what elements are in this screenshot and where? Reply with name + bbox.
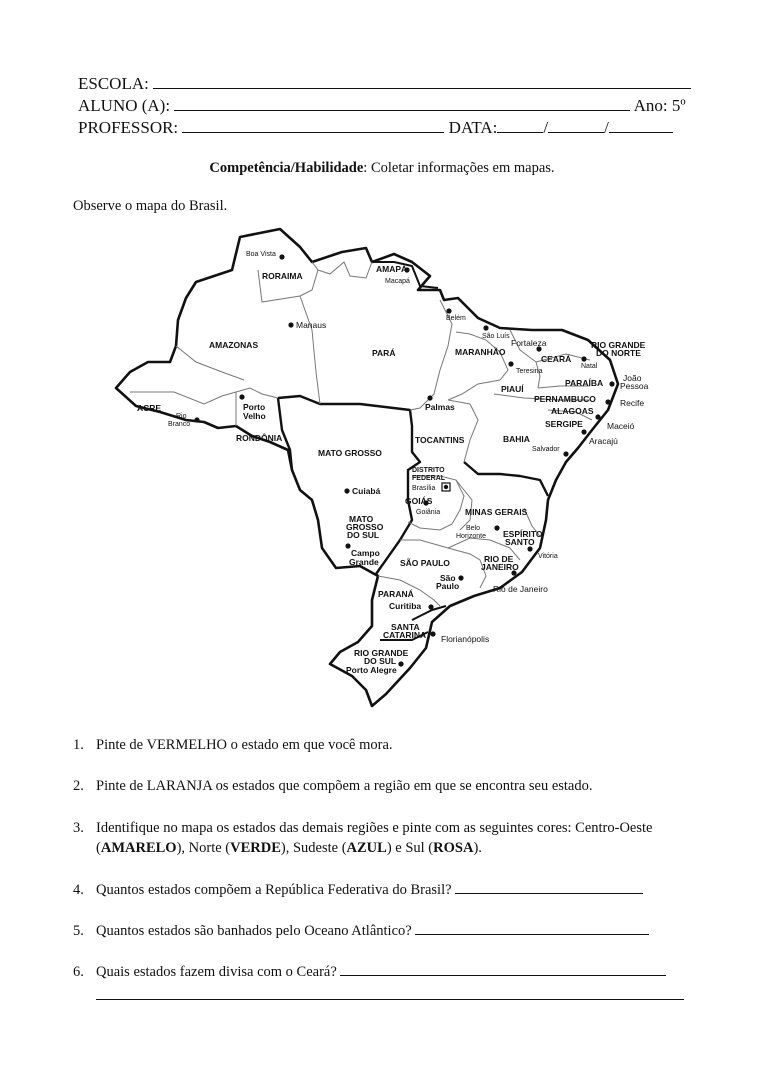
state-df-line2: FEDERAL: [412, 475, 446, 482]
q3-color-verde: VERDE: [230, 840, 281, 856]
q3-color-azul: AZUL: [346, 840, 387, 856]
cap-palmas: Palmas: [425, 402, 455, 412]
cap-rio-branco-line1: Rio: [176, 413, 187, 420]
cap-cg-line2: Grande: [349, 557, 379, 567]
state-ms-line3: DO SUL: [347, 530, 380, 540]
dot-boa-vista: [279, 254, 284, 259]
question-6-number: 6.: [73, 964, 84, 980]
state-mato-grosso: MATO GROSSO: [318, 448, 382, 458]
state-rondonia: RONDÔNIA: [236, 433, 283, 443]
state-sc-line1: SANTA: [391, 622, 420, 632]
state-ms-line1: MATO: [349, 514, 374, 524]
state-rgn-line1: RIO GRANDE: [591, 340, 646, 350]
state-pernambuco: PERNAMBUCO: [534, 394, 596, 404]
dot-belem: [446, 308, 451, 313]
cap-florianopolis: Florianópolis: [441, 634, 490, 644]
question-5-body: [96, 921, 693, 941]
school-label: ESCOLA:: [78, 74, 149, 93]
dot-sao-paulo: [458, 575, 463, 580]
cap-recife: Recife: [620, 398, 645, 408]
question-5-text: Quantos estados são banhados pelo Oceano Atlântico?: [96, 923, 412, 939]
question-6-body: [96, 962, 693, 982]
cap-rio: Rio de Janeiro: [493, 584, 548, 594]
dot-sao-luis: [483, 325, 488, 330]
cap-sp-line1: São: [440, 573, 456, 583]
student-line: [78, 95, 688, 116]
question-6-answer-line-1[interactable]: [340, 962, 666, 976]
brazil-map: [110, 222, 649, 712]
cap-sp-line2: Paulo: [436, 581, 460, 591]
cap-cuiaba: Cuiabá: [352, 486, 381, 496]
school-field[interactable]: [153, 73, 691, 89]
dot-manaus: [288, 322, 293, 327]
dot-recife: [605, 399, 610, 404]
state-ms-line2: GROSSO: [346, 522, 384, 532]
school-line: [78, 73, 688, 94]
date-sep-1: /: [543, 118, 549, 137]
dot-teresina: [508, 361, 513, 366]
question-5-answer-line[interactable]: [415, 921, 649, 935]
question-5-number: 5.: [73, 923, 84, 939]
cap-macapa: Macapá: [385, 278, 410, 285]
cap-rio-branco-line2: Branco: [168, 421, 191, 428]
state-df-line1: DISTRITO: [412, 467, 445, 474]
state-rgn-line2: DO NORTE: [596, 348, 641, 358]
cap-aracaju: Aracajú: [589, 436, 618, 446]
state-alagoas: ALAGOAS: [551, 406, 594, 416]
dot-palmas: [427, 395, 432, 400]
cap-belem: Belém: [446, 315, 466, 322]
dot-vitoria: [527, 546, 532, 551]
dot-belo-horizonte: [494, 525, 499, 530]
question-4-number: 4.: [73, 882, 84, 898]
question-4-answer-line[interactable]: [455, 880, 643, 894]
question-6-text: Quais estados fazem divisa com o Ceará?: [96, 964, 337, 980]
q3-color-rosa: ROSA: [433, 840, 474, 856]
dot-florianopolis: [430, 631, 435, 636]
brazil-outline: [116, 229, 618, 706]
cap-joao-line2: Pessoa: [620, 381, 649, 391]
state-sao-paulo: SÃO PAULO: [400, 558, 450, 568]
competence-label: Competência/Habilidade: [209, 160, 364, 176]
state-sergipe: SERGIPE: [545, 419, 583, 429]
question-3-number: 3.: [73, 820, 84, 836]
q3-part-c: ), Sudeste (: [280, 840, 347, 856]
q3-part-d: ) e Sul (: [386, 840, 434, 856]
cap-teresina: Teresina: [516, 368, 543, 375]
q3-color-amarelo: AMARELO: [100, 840, 177, 856]
state-paraiba: PARAÍBA: [565, 378, 604, 388]
dot-aracaju: [581, 429, 586, 434]
state-bahia: BAHIA: [503, 434, 530, 444]
date-year-field[interactable]: [609, 117, 673, 133]
state-piaui: PIAUÍ: [501, 384, 524, 394]
date-day-field[interactable]: [497, 117, 543, 133]
dot-maceio: [595, 414, 600, 419]
question-4-text: Quantos estados compõem a República Federativa do Brasil?: [96, 882, 452, 898]
question-2-text: Pinte de LARANJA os estados que compõem a região em que se encontra seu estado.: [96, 778, 593, 794]
state-amazonas: AMAZONAS: [209, 340, 259, 350]
state-acre: ACRE: [137, 403, 162, 413]
state-es-line2: SANTO: [505, 537, 535, 547]
cap-manaus: Manaus: [296, 320, 327, 330]
state-sc-line2: CATARINA: [383, 630, 427, 640]
question-6-answer-line-2[interactable]: [96, 999, 684, 1000]
cap-maceio: Maceió: [607, 421, 635, 431]
state-es-line1: ESPÍRITO: [503, 529, 543, 539]
student-label: ALUNO (A):: [78, 96, 171, 115]
dot-brasilia: [444, 485, 448, 489]
cap-porto-velho-line2: Velho: [243, 411, 266, 421]
cap-sao-luis: São Luís: [482, 333, 510, 340]
cap-goiania: Goiânia: [416, 509, 441, 516]
state-rgs-line2: DO SUL: [364, 656, 397, 666]
date-label: DATA:: [448, 118, 498, 137]
competence-line: [0, 160, 764, 177]
cap-bh-line2: Horizonte: [456, 533, 486, 540]
state-maranhao: MARANHÃO: [455, 347, 506, 357]
state-roraima: RORAIMA: [262, 271, 303, 281]
dot-salvador: [563, 451, 568, 456]
cap-curitiba: Curitiba: [389, 601, 422, 611]
teacher-field[interactable]: [182, 117, 444, 133]
cap-bh-line1: Belo: [466, 525, 481, 532]
dot-porto-alegre: [398, 661, 403, 666]
cap-joao-line1: João: [623, 373, 642, 383]
grade-label: Ano: 5º: [633, 96, 686, 115]
dot-natal: [581, 356, 586, 361]
dot-curitiba: [428, 604, 433, 609]
cap-natal: Natal: [581, 363, 598, 370]
dot-joao-pessoa: [609, 381, 614, 386]
cap-brasilia: Brasília: [412, 485, 436, 492]
question-2-number: 2.: [73, 778, 84, 794]
cap-vitoria: Vitória: [538, 553, 558, 560]
question-1-text: Pinte de VERMELHO o estado em que você mora.: [96, 737, 393, 753]
state-tocantins: TOCANTINS: [415, 435, 465, 445]
cap-fortaleza: Fortaleza: [511, 338, 547, 348]
state-ceara: CEARÁ: [541, 354, 572, 364]
intro-text: Observe o mapa do Brasil.: [73, 198, 228, 214]
cap-porto-alegre: Porto Alegre: [346, 665, 397, 675]
question-1-number: 1.: [73, 737, 84, 753]
state-goias: GOIÁS: [405, 496, 433, 506]
q3-part-b: ), Norte (: [176, 840, 231, 856]
teacher-line: [78, 117, 688, 138]
teacher-label: PROFESSOR:: [78, 118, 179, 137]
q3-part-a: Identifique no mapa os estados das demais regiões e pinte com as seguintes cores: Centro-Oeste (: [96, 820, 653, 856]
date-month-field[interactable]: [548, 117, 604, 133]
cap-cg-line1: Campo: [351, 548, 380, 558]
competence-text: : Coletar informações em mapas.: [363, 160, 555, 176]
dot-porto-velho: [239, 394, 244, 399]
state-rj-line1: RIO DE: [484, 554, 514, 564]
state-para: PARÁ: [372, 348, 396, 358]
q3-part-e: ).: [473, 840, 482, 856]
dot-campo-grande: [345, 543, 350, 548]
cap-porto-velho-line1: Porto: [243, 402, 266, 412]
dot-cuiaba: [344, 488, 349, 493]
state-rgs-line1: RIO GRANDE: [354, 648, 409, 658]
question-3-text: [96, 818, 693, 858]
state-minas: MINAS GERAIS: [465, 507, 528, 517]
student-field[interactable]: [174, 95, 630, 111]
state-rj-line2: JANEIRO: [481, 562, 519, 572]
cap-salvador: Salvador: [532, 446, 560, 453]
state-parana: PARANÁ: [378, 589, 414, 599]
date-sep-2: /: [604, 118, 609, 137]
cap-boa-vista: Boa Vista: [246, 251, 276, 258]
dot-rio-branco: [194, 417, 199, 422]
question-4-body: [96, 880, 693, 900]
state-amapa: AMAPÁ: [376, 264, 408, 274]
